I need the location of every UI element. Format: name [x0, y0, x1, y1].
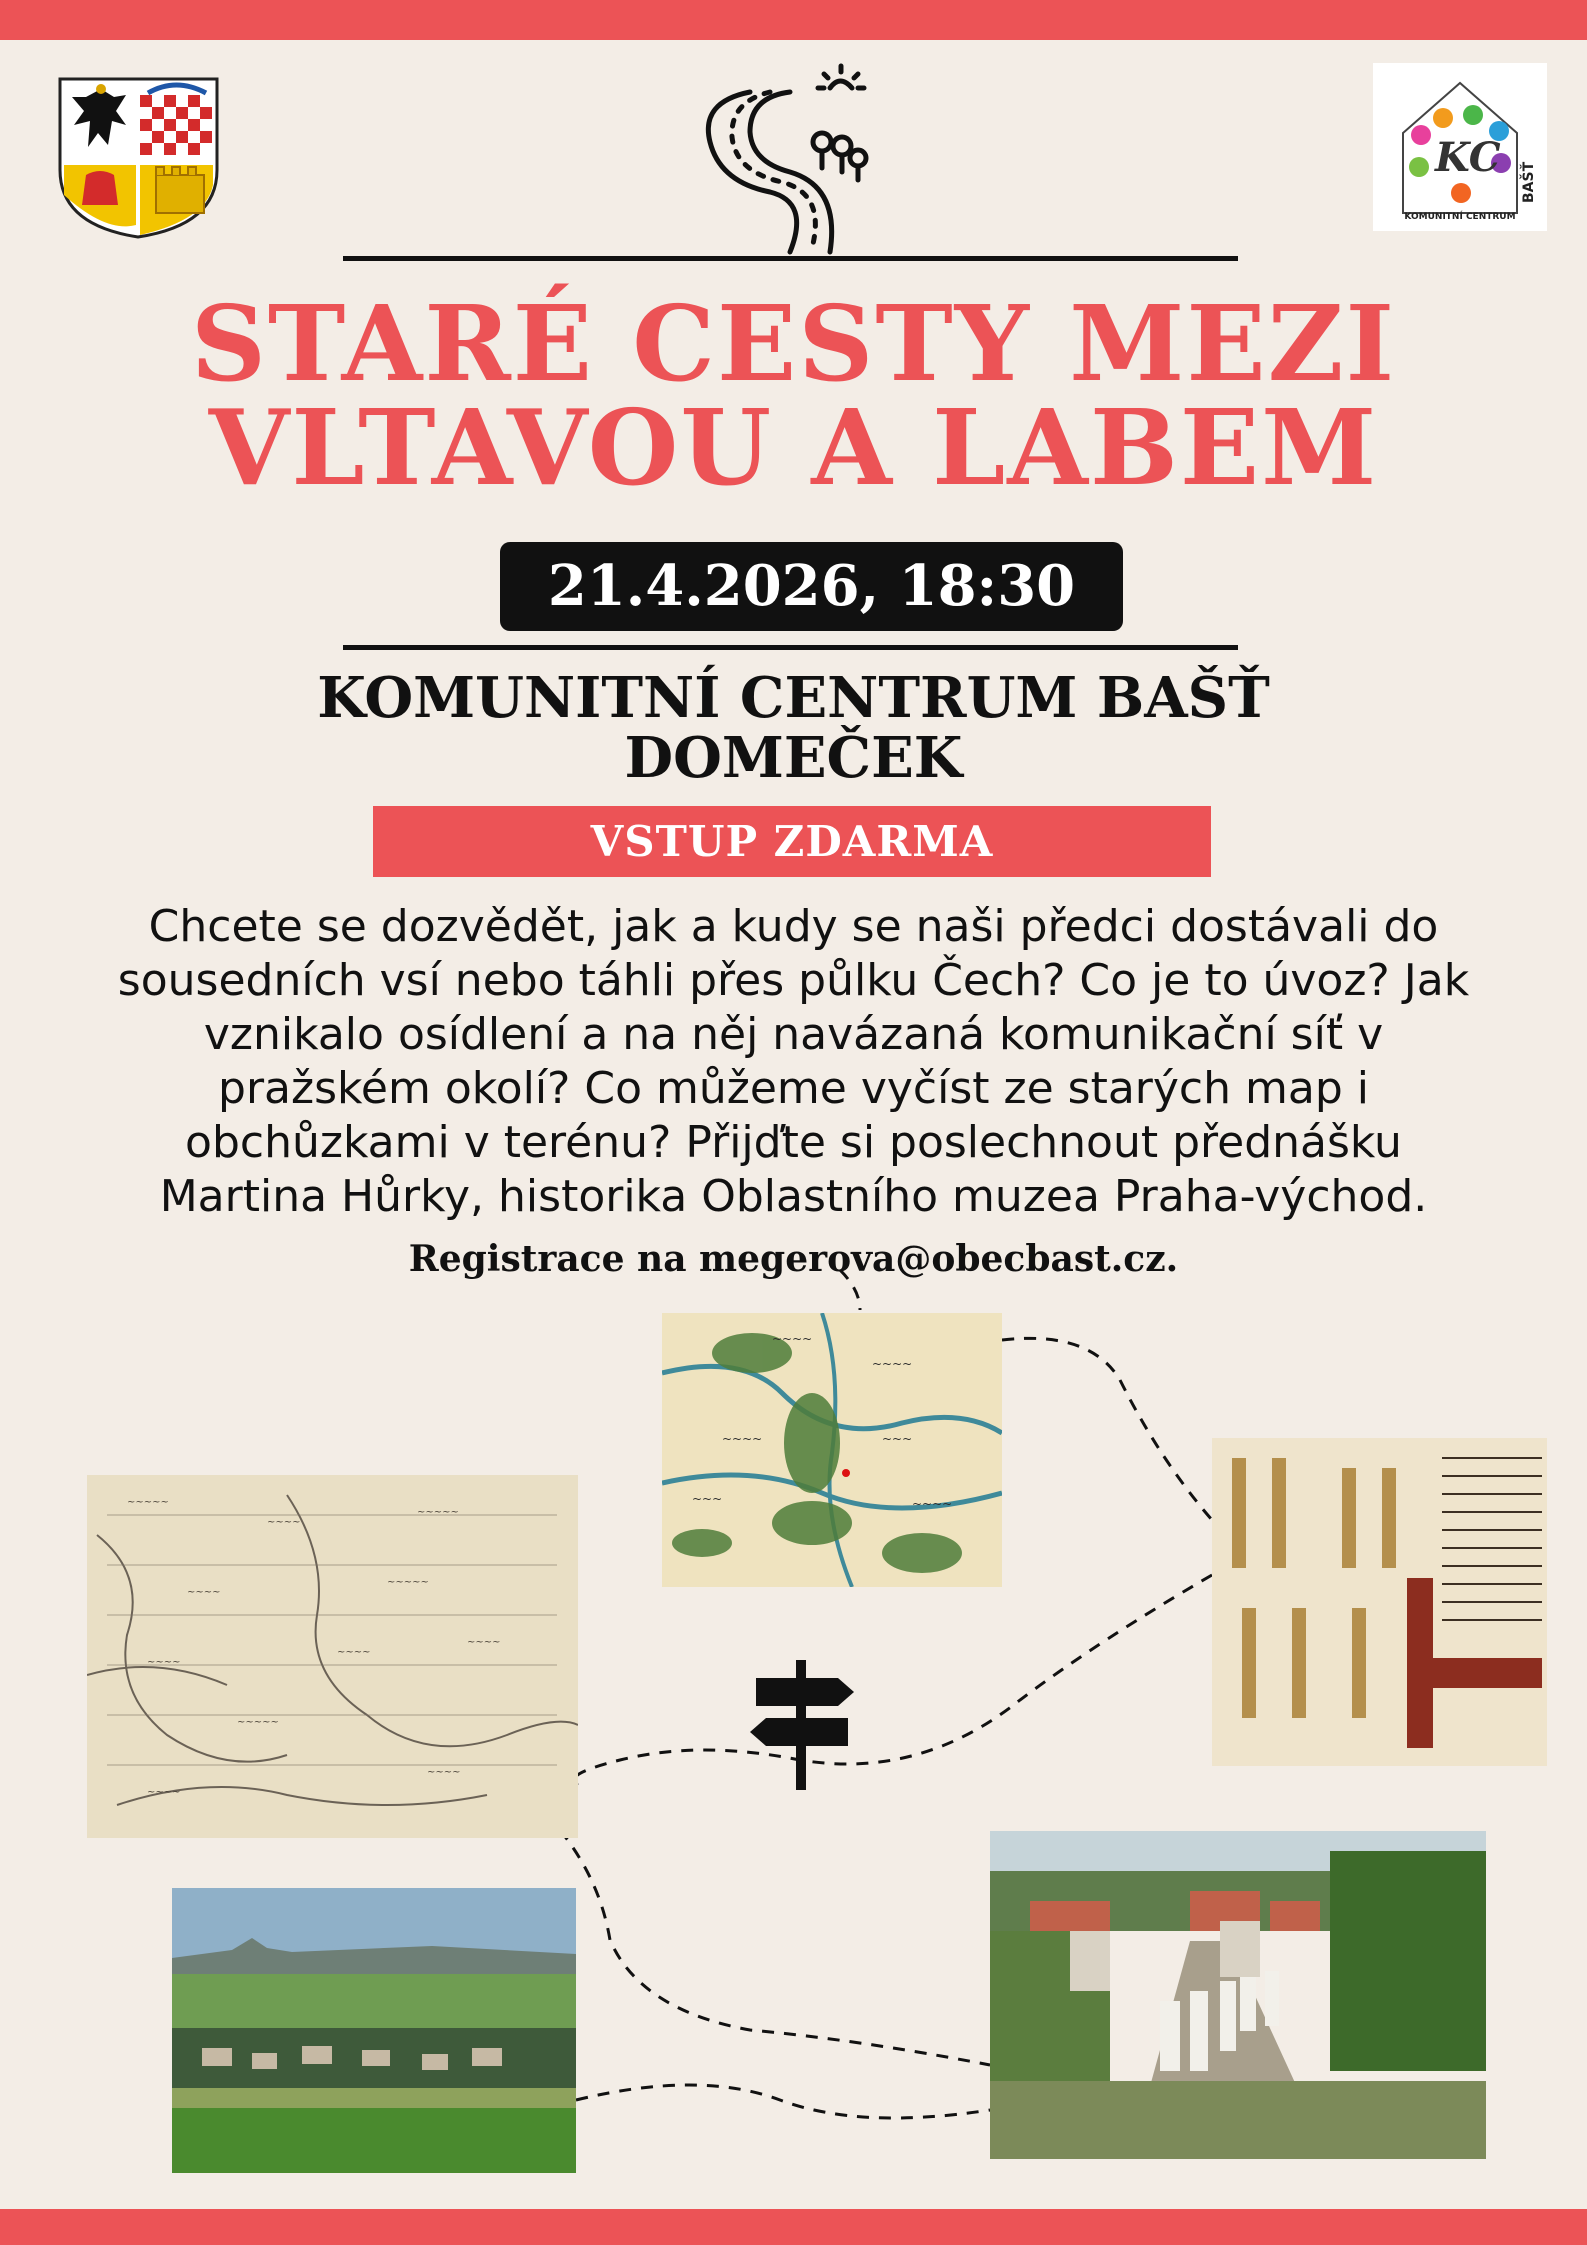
description-line: pražském okolí? Co můžeme vyčíst ze starých map i [218, 1063, 1369, 1114]
medieval-manuscript [1212, 1438, 1547, 1766]
old-map-elbe-region [87, 1475, 578, 1838]
description-line: Chcete se dozvědět, jak a kudy se naši předci dostávali do [148, 901, 1439, 952]
kc-logo-side-text: BAŠŤ [1521, 161, 1537, 203]
title-line-2: VLTAVOU A LABEM [208, 386, 1379, 509]
kc-logo-caption: KOMUNITNÍ CENTRUM [1404, 212, 1516, 222]
svg-text:~~~~: ~~~~ [337, 1647, 371, 1658]
svg-text:~~~~: ~~~~ [772, 1332, 813, 1346]
signpost-icon [746, 1660, 858, 1790]
old-map-prague [662, 1313, 1002, 1587]
svg-text:~~~~~: ~~~~~ [417, 1507, 459, 1518]
free-entry-banner: VSTUP ZDARMA [373, 806, 1211, 877]
title-line-1: STARÉ CESTY MEZI [190, 282, 1397, 405]
svg-text:~~~~~: ~~~~~ [127, 1497, 169, 1508]
svg-text:~~~~: ~~~~ [267, 1517, 301, 1528]
svg-text:~~~~: ~~~~ [872, 1357, 913, 1371]
svg-text:~~~~~: ~~~~~ [387, 1577, 429, 1588]
venue-line-1: KOMUNITNÍ CENTRUM BAŠŤ [317, 665, 1270, 731]
registration-note: Registrace na megerova@obecbast.cz. [408, 1238, 1179, 1280]
svg-text:~~~~: ~~~~ [722, 1432, 763, 1446]
svg-text:~~~~~: ~~~~~ [237, 1717, 279, 1728]
svg-text:~~~~: ~~~~ [147, 1657, 181, 1668]
svg-text:~~~: ~~~ [692, 1492, 723, 1506]
description-line: obchůzkami v terénu? Přijďte si poslechnout přednášku [185, 1117, 1402, 1168]
landscape-village [172, 1888, 576, 2173]
description-line: vznikalo osídlení a na něj navázaná komunikační síť v [203, 1009, 1384, 1060]
svg-text:~~~: ~~~ [882, 1432, 913, 1446]
description-line: Martina Hůrky, historika Oblastního muzea Praha-východ. [159, 1171, 1428, 1222]
kc-logo-letters: KC [1435, 134, 1501, 181]
svg-text:~~~~: ~~~~ [912, 1497, 953, 1511]
svg-text:~~~~: ~~~~ [147, 1787, 181, 1798]
svg-text:~~~~: ~~~~ [187, 1587, 221, 1598]
svg-text:~~~~: ~~~~ [427, 1767, 461, 1778]
event-datetime: 21.4.2026, 18:30 [500, 542, 1123, 631]
svg-text:~~~~: ~~~~ [467, 1637, 501, 1648]
procession-photo [990, 1831, 1486, 2159]
venue-line-2: DOMEČEK [624, 725, 963, 791]
description-line: sousedních vsí nebo táhli přes půlku Čech? Co je to úvoz? Jak [117, 955, 1470, 1006]
